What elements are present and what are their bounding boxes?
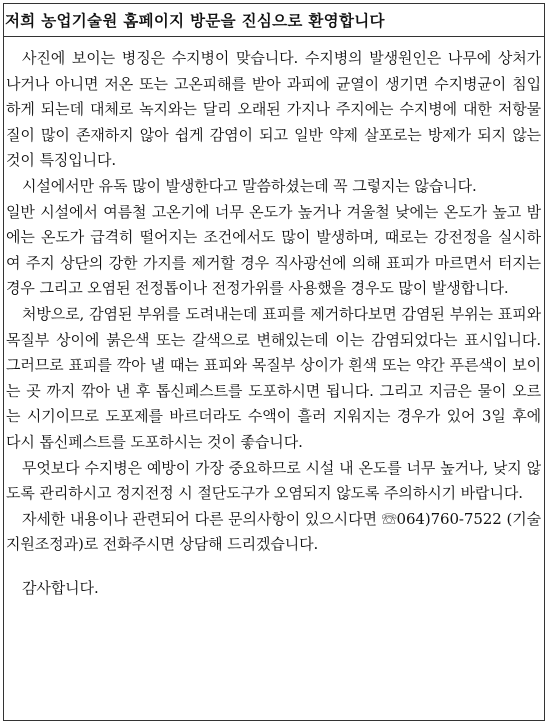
paragraph-causes: 일반 시설에서 여름철 고온기에 너무 온도가 높거나 겨울철 낮에는 온도가 높고 밤에는 온도가 급격히 떨어지는 조건에서도 많이 발생하며, 때로는 강전정을 실시하여 주지 상단의 강한 가지를 제거할 경우 직사광선에 의해 표피가 마르면서 터지는 경우 그리고 오염된 전정톱이나 전정가위를 사용했을 경우도 많이 발생합니다. xyxy=(6,202,541,298)
closing-text: 감사합니다. xyxy=(22,578,99,597)
paragraph-prevention: 무엇보다 수지병은 예방이 가장 중요하므로 시설 내 온도를 너무 높거나, 낮지 않도록 관리하시고 정지전정 시 절단도구가 오염되지 않도록 주의하시기 바랍니다. xyxy=(6,458,541,503)
title-divider xyxy=(3,36,545,37)
paragraph-diagnosis: 사진에 보이는 병징은 수지병이 맞습니다. 수지병의 발생원인은 나무에 상처가 나거나 아니면 저온 또는 고온피해를 받아 과피에 균열이 생기면 수지병균이 침입하게 되는데 대체로 녹지와는 달리 오래된 가지나 주지에는 수지병에 대한 저항물질이 많이 존재하지 않아 쉽게 감염이 되고 일반 약제 살포로는 방제가 되지 않는 것이 특징입니다. xyxy=(6,49,541,170)
paragraph-contact: 자세한 내용이나 관련되어 다른 문의사항이 있으시다면 ☏064)760-7522 (기술지원조정과)로 전화주시면 상담해 드리겠습니다. xyxy=(6,509,541,554)
paragraph-treatment: 처방으로, 감염된 부위를 도려내는데 표피를 제거하다보면 감염된 부위는 표피와 목질부 상이에 붉은색 또는 갈색으로 변해있는데 이는 감염되었다는 표시입니다. 그러므로 표피를 깍아 낼 때는 표피와 목질부 상이가 흰색 또는 약간 푸른색이 보이는 곳 까지 깎아 낸 후 톱신페스트를 도포하시면 됩니다. 그리고 지금은 물이 오르는 시기이므로 도포제를 바르더라도 수액이 흘러 지워지는 경우가 있어 3일 후에 다시 톱신페스트를 도포하시는 것이 좋습니다. xyxy=(6,304,541,451)
page-title: 저희 농업기술원 홈페이지 방문을 진심으로 환영합니다 xyxy=(5,12,385,30)
answer-body xyxy=(6,46,541,601)
paragraph-occurrence-note: 시설에서만 유독 많이 발생한다고 말씀하셨는데 꼭 그렇지는 않습니다. xyxy=(22,176,477,195)
spacer xyxy=(6,558,541,576)
